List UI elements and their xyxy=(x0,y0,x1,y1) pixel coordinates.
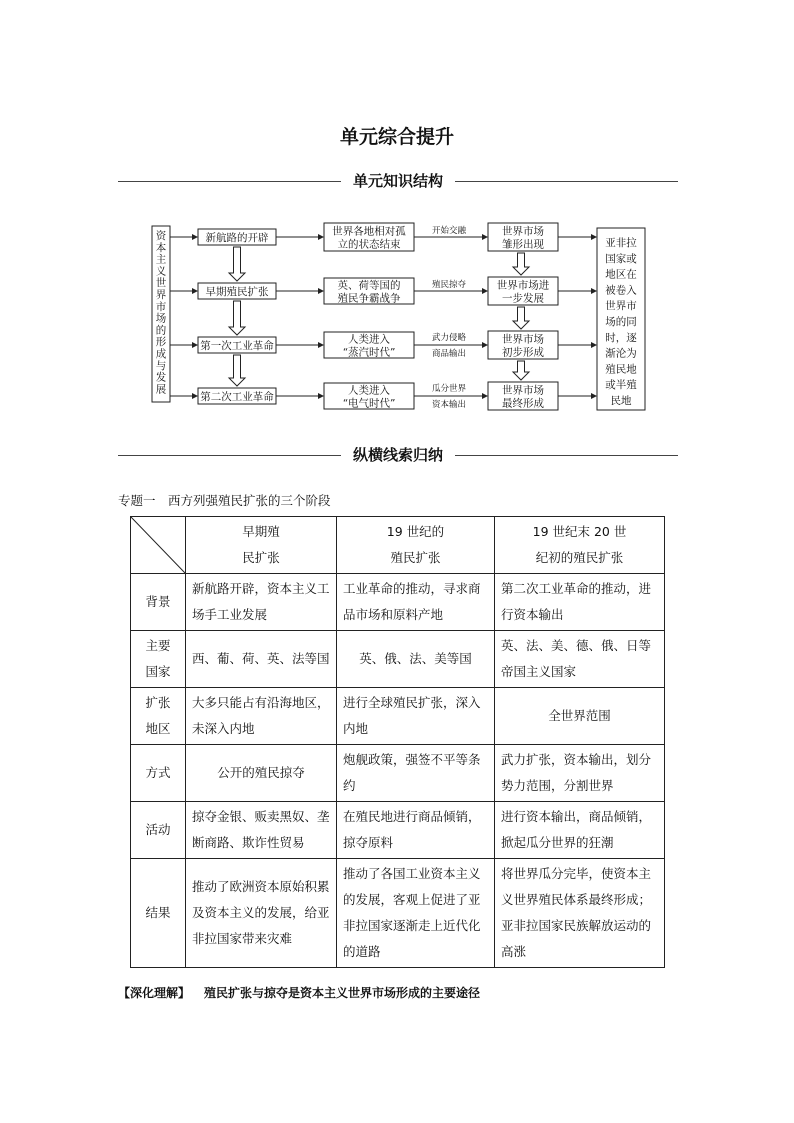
table-cell: 新航路开辟，资本主义工场手工业发展 xyxy=(186,574,337,631)
row-header-line: 结果 xyxy=(145,905,171,920)
result-line: 或半殖 xyxy=(605,379,637,392)
section-title: 纵横线索归纳 xyxy=(341,446,455,464)
arrow-head xyxy=(482,393,488,399)
knowledge-structure-diagram xyxy=(0,0,794,430)
event-label: 人类进入 xyxy=(348,384,390,397)
link-label: 开始交融 xyxy=(431,226,467,236)
topic-heading: 专题一 西方列强殖民扩张的三个阶段 xyxy=(118,493,331,508)
table-cell: 武力扩张，资本输出，划分势力范围，分割世界 xyxy=(495,745,665,802)
table-cell: 大多只能占有沿海地区，未深入内地 xyxy=(186,688,337,745)
left-label-char: 场 xyxy=(155,312,167,325)
table-row xyxy=(131,802,665,859)
down-arrow xyxy=(513,361,529,380)
table-cell: 第二次工业革命的推动，进行资本输出 xyxy=(495,574,665,631)
market-label: 世界市场 xyxy=(502,333,544,346)
arrow-head xyxy=(318,288,324,294)
table-row xyxy=(131,688,665,745)
row-header-line: 主要 xyxy=(145,638,171,653)
table-cell: 掠夺金银、贩卖黑奴、垄断商路、欺诈性贸易 xyxy=(186,802,337,859)
row-header-line: 地区 xyxy=(145,721,171,736)
market-label: 世界市场进 xyxy=(496,279,550,292)
table-cell: 全世界范围 xyxy=(495,688,665,745)
left-label-char: 发 xyxy=(155,371,167,384)
table-cell: 推动了欧洲资本原始积累及资本主义的发展，给亚非拉国家带来灾难 xyxy=(186,859,337,968)
market-label: 初步形成 xyxy=(502,346,544,359)
column-header xyxy=(337,517,495,574)
result-line: 被卷入 xyxy=(605,284,637,297)
table-cell: 推动了各国工业资本主义的发展，客观上促进了亚非拉国家逐渐走上近代化的道路 xyxy=(337,859,495,968)
column-header xyxy=(186,517,337,574)
row-header-line: 活动 xyxy=(145,822,171,837)
row-header xyxy=(131,631,186,688)
row-header-line: 背景 xyxy=(145,594,171,609)
header-line: 19 世纪的 xyxy=(386,524,445,539)
header-line: 19 世纪末 20 世 xyxy=(532,524,627,539)
left-label-char: 本 xyxy=(155,241,167,254)
table-cell: 在殖民地进行商品倾销，掠夺原料 xyxy=(337,802,495,859)
event-label: 殖民争霸战争 xyxy=(337,292,401,305)
header-line: 殖民扩张 xyxy=(390,550,441,565)
table-cell: 西、葡、荷、英、法等国 xyxy=(186,631,337,688)
table-row xyxy=(131,745,665,802)
table-cell: 英、法、美、德、俄、日等帝国主义国家 xyxy=(495,631,665,688)
arrow-head xyxy=(591,234,597,240)
down-arrow xyxy=(229,247,245,281)
event-label: 世界各地相对孤 xyxy=(332,225,406,238)
arrow-head xyxy=(192,342,198,348)
table-cell: 进行全球殖民扩张，深入内地 xyxy=(337,688,495,745)
left-label-char: 市 xyxy=(155,300,167,313)
row-header xyxy=(131,745,186,802)
event-label: 人类进入 xyxy=(348,333,390,346)
result-line: 亚非拉 xyxy=(605,237,637,249)
arrow-head xyxy=(591,342,597,348)
down-arrow xyxy=(513,307,529,329)
diagonal-line xyxy=(131,517,185,573)
stage-label: 第一次工业革命 xyxy=(200,339,274,352)
header-line: 民扩张 xyxy=(242,550,280,565)
left-label-char: 展 xyxy=(155,383,167,396)
header-line: 早期殖 xyxy=(242,524,280,539)
event-label: 英、荷等国的 xyxy=(337,279,401,292)
table-cell: 进行资本输出，商品倾销，掀起瓜分世界的狂潮 xyxy=(495,802,665,859)
arrow-head xyxy=(318,342,324,348)
left-label-char: 资 xyxy=(155,230,167,242)
link-label: 资本输出 xyxy=(431,400,467,410)
diagonal-corner-cell xyxy=(131,517,186,574)
table-row xyxy=(131,631,665,688)
market-label: 世界市场 xyxy=(502,225,544,238)
down-arrow xyxy=(229,301,245,335)
arrow-head xyxy=(591,288,597,294)
row-header xyxy=(131,859,186,968)
stage-label: 第二次工业革命 xyxy=(200,390,274,403)
table-row xyxy=(131,574,665,631)
arrow-head xyxy=(192,288,198,294)
market-label: 一步发展 xyxy=(502,292,544,305)
left-label-char: 形 xyxy=(155,336,167,349)
market-label: 最终形成 xyxy=(502,397,544,410)
row-header xyxy=(131,574,186,631)
down-arrow xyxy=(513,253,529,275)
row-header xyxy=(131,688,186,745)
table-cell: 炮舰政策，强签不平等条约 xyxy=(337,745,495,802)
result-line: 时，逐 xyxy=(605,331,637,344)
result-line: 地区在 xyxy=(605,268,637,281)
table-cell: 公开的殖民掠夺 xyxy=(186,745,337,802)
arrow-head xyxy=(318,234,324,240)
event-label: “蒸汽时代” xyxy=(342,346,396,359)
left-label-char: 主 xyxy=(155,253,167,266)
arrow-head xyxy=(482,234,488,240)
market-label: 雏形出现 xyxy=(502,238,544,251)
arrow-head xyxy=(192,393,198,399)
result-line: 殖民地 xyxy=(605,363,637,376)
table-row xyxy=(131,859,665,968)
column-header xyxy=(495,517,665,574)
event-label: 立的状态结束 xyxy=(337,238,401,251)
arrow-head xyxy=(482,342,488,348)
arrow-head xyxy=(591,393,597,399)
link-label: 商品输出 xyxy=(431,349,467,359)
left-label-char: 的 xyxy=(155,324,167,337)
left-label-char: 界 xyxy=(155,289,167,301)
page-title: 单元综合提升 xyxy=(339,126,454,148)
result-line: 世界市 xyxy=(605,300,637,313)
header-line: 纪初的殖民扩张 xyxy=(535,550,624,565)
arrow-head xyxy=(482,288,488,294)
link-label: 殖民掠夺 xyxy=(431,280,467,290)
colonial-expansion-table xyxy=(130,516,665,968)
result-line: 渐沦为 xyxy=(605,347,637,360)
row-header-line: 扩张 xyxy=(145,695,171,710)
note-tag: 【深化理解】 xyxy=(118,986,191,1000)
row-header-line: 方式 xyxy=(145,765,171,780)
arrow-head xyxy=(192,234,198,240)
section-heading-clues xyxy=(118,444,678,468)
left-label-char: 义 xyxy=(155,265,167,278)
result-line: 国家或 xyxy=(605,252,637,265)
link-label: 武力侵略 xyxy=(431,333,467,343)
row-header xyxy=(131,802,186,859)
row-header-line: 国家 xyxy=(145,664,171,679)
left-label-char: 成 xyxy=(155,348,167,360)
deepen-understanding-note xyxy=(118,984,480,1001)
table-header-row xyxy=(131,517,665,574)
stage-label: 新航路的开辟 xyxy=(205,231,269,244)
note-text: 殖民扩张与掠夺是资本主义世界市场形成的主要途径 xyxy=(204,986,481,1000)
table-cell: 工业革命的推动，寻求商品市场和原料产地 xyxy=(337,574,495,631)
left-label-char: 世 xyxy=(155,277,167,290)
result-line: 场的同 xyxy=(605,316,637,328)
table-cell: 将世界瓜分完毕，使资本主义世界殖民体系最终形成；亚非拉国家民族解放运动的高涨 xyxy=(495,859,665,968)
down-arrow xyxy=(229,355,245,386)
arrow-head xyxy=(318,393,324,399)
market-label: 世界市场 xyxy=(502,384,544,397)
link-label: 瓜分世界 xyxy=(431,384,467,394)
table-cell: 英、俄、法、美等国 xyxy=(337,631,495,688)
event-label: “电气时代” xyxy=(342,397,396,410)
left-label-char: 与 xyxy=(155,359,167,372)
stage-label: 早期殖民扩张 xyxy=(205,285,269,298)
section-title: 单元知识结构 xyxy=(341,172,455,190)
result-line: 民地 xyxy=(610,395,632,407)
